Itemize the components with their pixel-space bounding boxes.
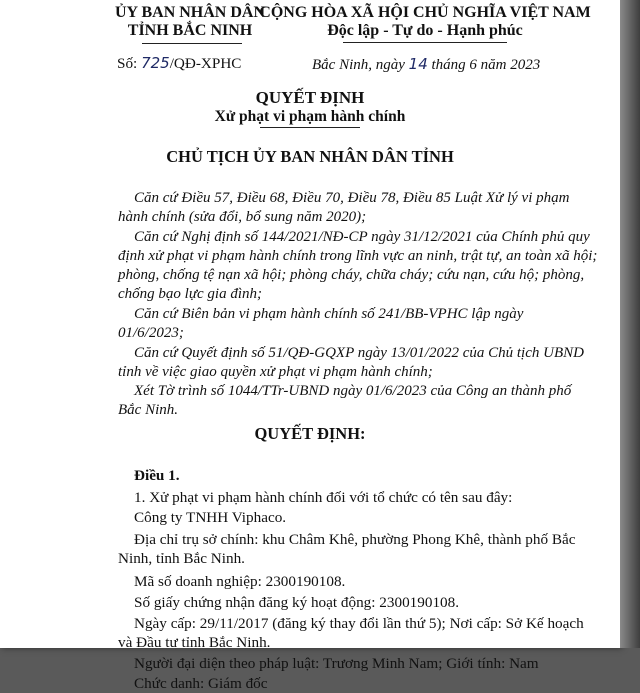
preamble-line: 01/6/2023;	[118, 325, 184, 341]
country-name: CỘNG HÒA XÃ HỘI CHỦ NGHĨA VIỆT NAM	[259, 4, 591, 21]
agency-name-line2: TỈNH BẮC NINH	[127, 22, 253, 39]
preamble-line: Căn cứ Nghị định số 144/2021/NĐ-CP ngày 31/12/2021 của Chính phủ quy	[134, 229, 590, 245]
preamble-line: Căn cứ Biên bản vi phạm hành chính số 241/BB-VPHC lập ngày	[134, 306, 524, 322]
article-line: Người đại diện theo pháp luật: Trương Minh Nam; Giới tính: Nam	[134, 655, 539, 672]
subtitle-underline	[260, 127, 360, 128]
preamble-line: phòng, chống tệ nạn xã hội; phòng cháy, chữa cháy; cứu nạn, cứu hộ; phòng,	[118, 267, 585, 283]
decision-heading: QUYẾT ĐỊNH:	[254, 424, 366, 443]
handwritten-day: 14	[408, 55, 428, 73]
article-line: 1. Xử phạt vi phạm hành chính đối với tổ chức có tên sau đây:	[134, 489, 513, 506]
preamble-line: chống bạo lực gia đình;	[118, 286, 262, 302]
motto-underline	[343, 42, 507, 43]
agency-underline	[142, 43, 242, 44]
article-line: và Đầu tư tỉnh Bắc Ninh.	[118, 634, 271, 651]
preamble-line: định xử phạt vi phạm hành chính trong lĩnh vực an ninh, trật tự, an toàn xã hội;	[118, 248, 598, 264]
agency-name-line1: ỦY BAN NHÂN DÂN	[114, 4, 266, 21]
number-prefix: Số:	[117, 55, 138, 72]
handwritten-number: 725	[141, 54, 170, 72]
preamble-line: Bắc Ninh.	[118, 402, 178, 418]
article-line: Công ty TNHH Viphaco.	[134, 509, 287, 526]
decision-number	[117, 54, 241, 73]
document-subtitle: Xử phạt vi phạm hành chính	[214, 108, 406, 125]
article-line: Ngày cấp: 29/11/2017 (đăng ký thay đổi lần thứ 5); Nơi cấp: Sở Kế hoạch	[134, 615, 584, 632]
issuing-authority: CHỦ TỊCH ỦY BAN NHÂN DÂN TỈNH	[166, 147, 454, 166]
number-suffix: /QĐ-XPHC	[169, 55, 242, 72]
preamble-line: hành chính (sửa đổi, bổ sung năm 2020);	[118, 209, 367, 225]
preamble-line: Căn cứ Quyết định số 51/QĐ-GQXP ngày 13/01/2022 của Chủ tịch UBND	[134, 345, 584, 361]
date-suffix: tháng 6 năm 2023	[431, 57, 541, 73]
motto: Độc lập - Tự do - Hạnh phúc	[327, 22, 523, 39]
preamble-line: Căn cứ Điều 57, Điều 68, Điều 70, Điều 78, Điều 85 Luật Xử lý vi phạm	[134, 190, 570, 206]
preamble-line: tỉnh về việc giao quyền xử phạt vi phạm hành chính;	[118, 364, 433, 380]
article-line: Số giấy chứng nhận đăng ký hoạt động: 2300190108.	[134, 594, 460, 611]
preamble-line: Xét Tờ trình số 1044/TTr-UBND ngày 01/6/2023 của Công an thành phố	[134, 383, 572, 399]
date-prefix: Bắc Ninh, ngày	[312, 57, 405, 73]
date-line	[312, 55, 540, 75]
article-title: Điều 1.	[134, 467, 180, 484]
article-line: Chức danh: Giám đốc	[134, 675, 268, 692]
document-title: QUYẾT ĐỊNH	[255, 88, 365, 107]
article-line: Ninh, tỉnh Bắc Ninh.	[118, 550, 245, 567]
article-line: Địa chỉ trụ sở chính: khu Châm Khê, phường Phong Khê, thành phố Bắc	[134, 531, 576, 548]
page-edge-shadow	[620, 0, 640, 648]
article-line: Mã số doanh nghiệp: 2300190108.	[134, 573, 346, 590]
